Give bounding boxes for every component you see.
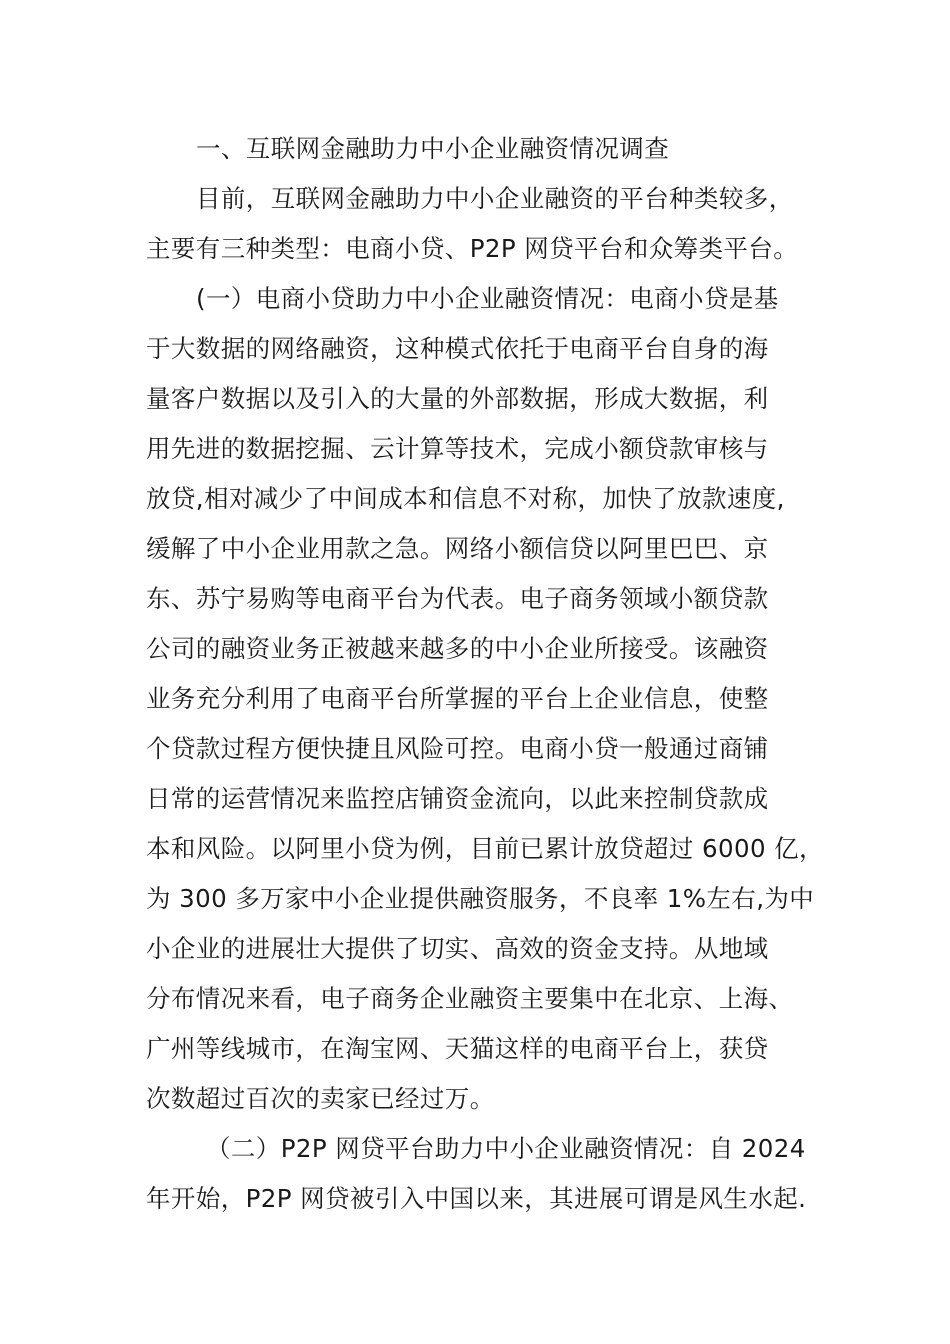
paragraph-line: 缓解了中小企业用款之急。网络小额信贷以阿里巴巴、京 [146, 534, 769, 563]
paragraph-line: 日常的运营情况来监控店铺资金流向，以此来控制贷款成 [146, 784, 769, 813]
paragraph-line: 小企业的进展壮大提供了切实、高效的资金支持。从地域 [146, 934, 769, 963]
paragraph-line: 分布情况来看，电子商务企业融资主要集中在北京、上海、 [146, 984, 794, 1013]
paragraph-line: 放贷,相对减少了中间成本和信息不对称，加快了放款速度, [146, 484, 785, 513]
paragraph-line: 用先进的数据挖掘、云计算等技术，完成小额贷款审核与 [146, 434, 769, 463]
paragraph-line: 个贷款过程方便快捷且风险可控。电商小贷一般通过商铺 [146, 734, 769, 763]
paragraph-line: （二）P2P 网贷平台助力中小企业融资情况：自 2024 [206, 1134, 806, 1163]
paragraph-line: 公司的融资业务正被越来越多的中小企业所接受。该融资 [146, 634, 769, 663]
section-heading: 一、互联网金融助力中小企业融资情况调查 [196, 134, 670, 163]
paragraph-line: 业务充分利用了电商平台所掌握的平台上企业信息，使整 [146, 684, 769, 713]
paragraph-line: 东、苏宁易购等电商平台为代表。电子商务领域小额贷款 [146, 584, 769, 613]
paragraph-line: 于大数据的网络融资，这种模式依托于电商平台自身的海 [146, 334, 769, 363]
paragraph-line: 本和风险。以阿里小贷为例，目前已累计放贷超过 6000 亿， [146, 834, 824, 863]
paragraph-line: 主要有三种类型：电商小贷、P2P 网贷平台和众筹类平台。 [146, 234, 799, 263]
paragraph-line: 广州等线城市，在淘宝网、天猫这样的电商平台上，获贷 [146, 1034, 769, 1063]
paragraph-line: 为 300 多万家中小企业提供融资服务，不良率 1%左右,为中 [146, 884, 815, 913]
paragraph-line: 年开始，P2P 网贷被引入中国以来，其进展可谓是风生水起. [146, 1184, 807, 1213]
paragraph-line: 目前，互联网金融助力中小企业融资的平台种类较多， [196, 184, 794, 213]
paragraph-line: 量客户数据以及引入的大量的外部数据，形成大数据，利 [146, 384, 769, 413]
paragraph-line: (一）电商小贷助力中小企业融资情况：电商小贷是基 [196, 284, 779, 313]
paragraph-line: 次数超过百次的卖家已经过万。 [146, 1084, 495, 1113]
